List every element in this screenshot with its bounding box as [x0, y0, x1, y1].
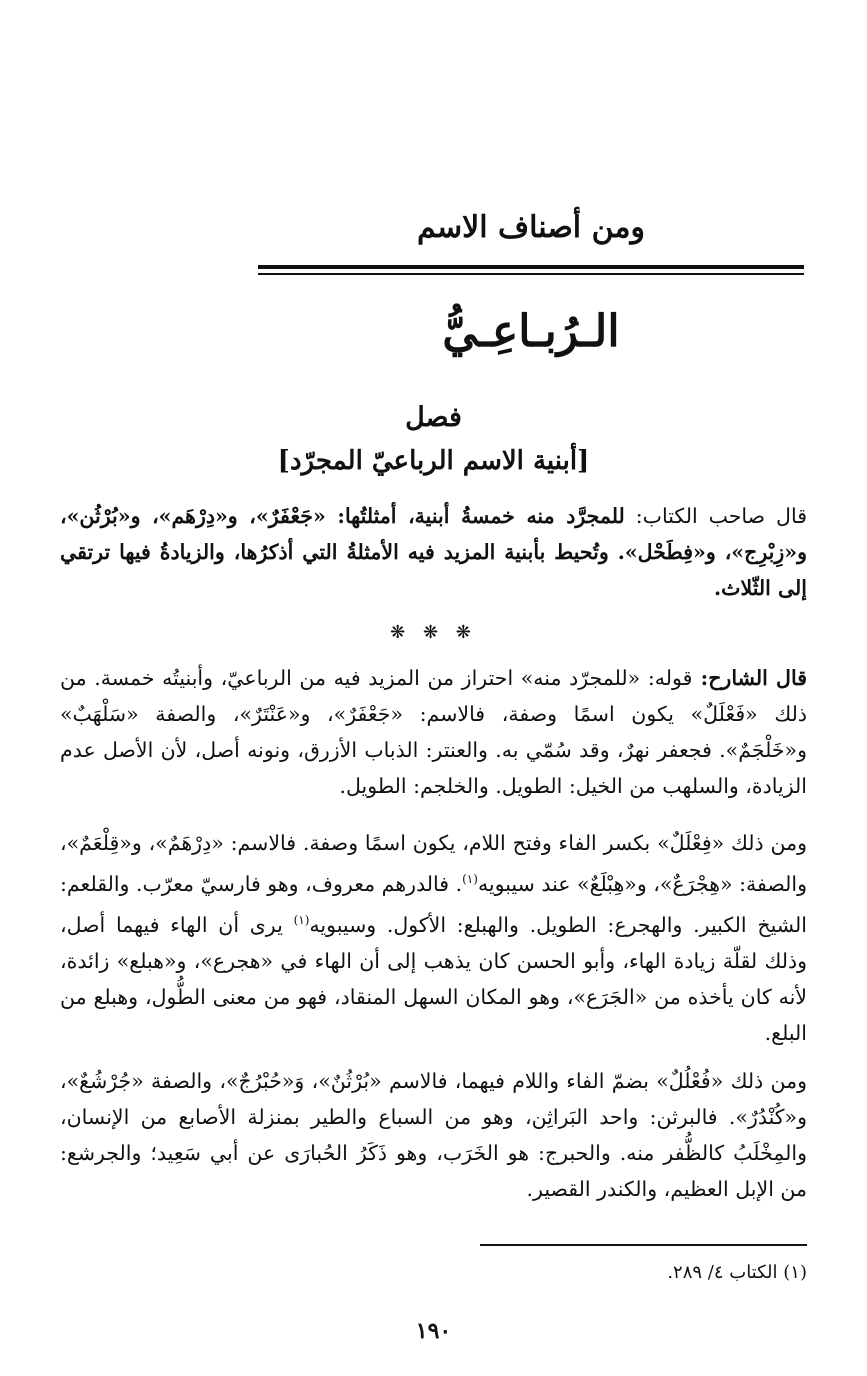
- matn-paragraph: [60, 498, 807, 606]
- footnote-ref-1[interactable]: (١): [462, 872, 478, 886]
- sharh-paragraph-3: ومن ذلك «فُعْلُلٌ» بضمّ الفاء واللام فيهما، فالاسم «بُرْثُنٌ»، وَ«حُبْرُجٌ»، والصفة «جُرْشُعٌ»، و«كُنْدُرٌ». فالبرثن: واحد البَراثِن، وهو من السباع والطير بمنزلة الأصابع من الإنسان، والمِخْلَبُ كالظُّفر منه. والحبرج: هو الخَرَب، وهو ذَكَرُ الحُبارَى عن أبي سَعِيد؛ والجرشع: من الإبل العظيم، والكندر القصير.: [60, 1069, 807, 1201]
- sharh-paragraph-1: [60, 660, 807, 804]
- sharh-paragraph-2: [60, 825, 807, 1051]
- sharh-text-2a: ومن ذلك «فِعْلَلٌ» بكسر الفاء وفتح اللام، يكون اسمًا وصفة. فالاسم: «دِرْهَمٌ»، و«قِلْعَمٌ»، والصفة: «هِجْرَعٌ»، و«هِبْلَعٌ» عند سيبويه: [60, 831, 807, 896]
- title-rule-thin: [258, 273, 804, 275]
- section-divider-stars: ❋ ❋ ❋: [390, 622, 477, 643]
- section-title: الـرُبـاعِـيُّ: [442, 306, 620, 357]
- footnote-separator: [480, 1244, 807, 1246]
- matn-intro: قال صاحب الكتاب:: [624, 504, 807, 528]
- sharh-lead: قال الشارح:: [692, 666, 807, 690]
- page-number: ١٩٠: [415, 1318, 452, 1344]
- footnote-ref-2[interactable]: (١): [293, 912, 310, 927]
- fasl-heading: فصل: [405, 402, 462, 433]
- sharh-text-1: قوله: «للمجرّد منه» احتراز من المزيد فيه من الرباعيّ، وأبنيتُه خمسة. من ذلك «فَعْلَلٌ» يكون اسمًا وصفة، فالاسم: «جَعْفَرٌ»، و«عَنْتَرٌ»، والصفة «سَلْهَبٌ» و«خَلْجَمٌ». فجعفر نهرٌ، وقد سُمّي به. والعنتر: الذباب الأزرق، ونونه أصل، لأن الأصل عدم الزيادة، والسلهب من الخيل: الطويل. والخلجم: الطويل.: [60, 666, 807, 798]
- sharh-text-2c: يرى أن الهاء فيهما أصل، وذلك لقلّة زيادة الهاء، وأبو الحسن كان يذهب إلى أن الهاء في «هجرع»، و«هبلع» زائدة، لأنه كان يأخذه من «الجَرَع»، وهو المكان السهل المنقاد، فهو من معنى الطُّول، وهبلع من البلع.: [60, 912, 807, 1045]
- footnote: (١) الكتاب ٤/ ٢٨٩.: [667, 1262, 807, 1283]
- matn-text: للمجرَّد منه خمسةُ أبنية، أمثلتُها: «جَعْفَرٌ»، و«دِرْهَم»، و«بُرْثُن»، و«زِبْرِج»، و«فِطَحْل». وتُحيط بأبنية المزيد فيه الأمثلةُ التي أذكرُها، والزيادةُ فيها ترتقي إلى الثّلاث.: [60, 504, 807, 600]
- sharh-text-2b: . فالدرهم معروف، وهو فارسيّ معرّب. والقلعم: الشيخ الكبير. والهجرع: الطويل. والهبلع: الأكول. وسيبويه: [60, 871, 807, 937]
- title-rule-thick: [258, 265, 804, 269]
- fasl-subtitle: [أبنية الاسم الرباعيّ المجرّد]: [277, 446, 590, 476]
- chapter-title: ومن أصناف الاسم: [417, 210, 645, 245]
